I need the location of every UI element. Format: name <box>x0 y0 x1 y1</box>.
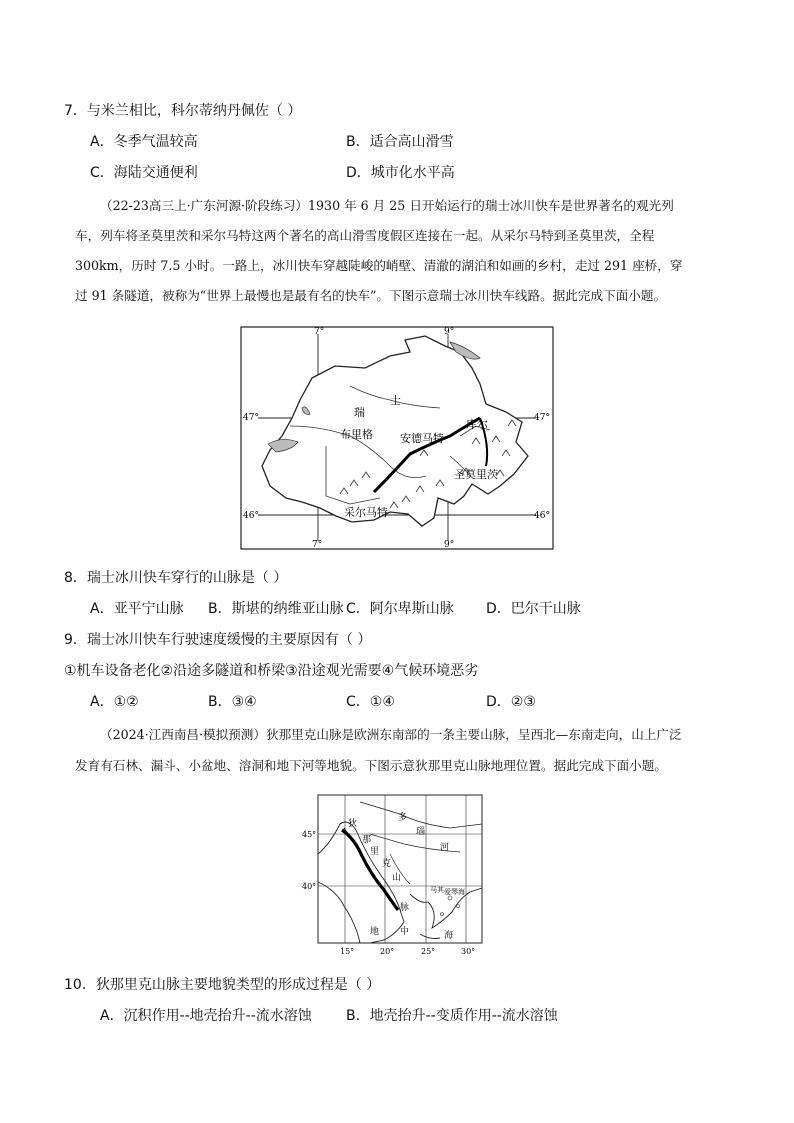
lon-9-bottom: 9° <box>444 540 455 550</box>
q8-option-d[interactable]: D．巴尔干山脉 <box>486 601 581 617</box>
lat-46-left: 46° <box>243 511 259 521</box>
lon-20: 20° <box>380 947 395 956</box>
passage1-line2: 车，列车将圣莫里茨和采尔马特这两个著名的高山滑雪度假区连接在一起。从采尔马特到圣莫里茨，全程 <box>75 228 655 243</box>
label-hai: 海 <box>444 931 454 941</box>
q9-option-b[interactable]: B．③④ <box>208 694 257 710</box>
lon-7-top: 7° <box>314 327 325 337</box>
q7-option-a[interactable]: A．冬季气温较高 <box>90 134 198 150</box>
q7-option-b[interactable]: B．适合高山滑雪 <box>346 134 454 150</box>
label-chur: 库尔 <box>466 418 488 431</box>
label-andermatt: 安德马特 <box>400 432 444 445</box>
label-duo: 多 <box>398 813 408 823</box>
label-di: 狄 <box>348 819 358 829</box>
lat-47-right: 47° <box>534 413 550 423</box>
q9-items: ①机车设备老化②沿途多隧道和桥梁③沿途观光需要④气候环境恶劣 <box>64 663 479 679</box>
label-zermatt: 采尔马特 <box>344 506 388 519</box>
label-ke: 克 <box>382 859 392 869</box>
label-shan: 山 <box>392 873 402 883</box>
q9-option-a[interactable]: A．①② <box>90 694 139 710</box>
q8-option-a[interactable]: A．亚平宁山脉 <box>90 601 184 617</box>
q10-option-a[interactable]: A．沉积作用--地壳抬升--流水溶蚀 <box>100 1008 312 1024</box>
q9-option-d[interactable]: D．②③ <box>486 694 536 710</box>
q8-option-b[interactable]: B．斯堪的纳维亚山脉 <box>208 601 344 617</box>
lon-25: 25° <box>421 947 436 956</box>
dinaric-map <box>300 794 488 958</box>
label-rui: 瑞 <box>354 406 365 419</box>
label-shi: 士 <box>390 394 401 407</box>
q9-stem: 9．瑞士冰川快车行驶速度缓慢的主要原因有（ ） <box>64 632 372 648</box>
lat-45: 45° <box>302 830 317 839</box>
q8-option-c[interactable]: C．阿尔卑斯山脉 <box>346 601 454 617</box>
q9-option-c[interactable]: C．①④ <box>346 694 395 710</box>
label-zhong: 中 <box>400 927 410 937</box>
lon-15: 15° <box>340 947 355 956</box>
q7-option-c[interactable]: C．海陆交通便利 <box>90 165 198 181</box>
lon-7-bottom: 7° <box>312 540 323 550</box>
passage1-line1: （22-23高三上·广东河源·阶段练习）1930 年 6 月 25 日开始运行的瑞士冰川快车是世界著名的观光列 <box>100 198 674 213</box>
label-na: 那 <box>362 835 372 845</box>
passage1-line4: 过 91 条隧道，被称为“世界上最慢也是最有名的快车”。下图示意瑞士冰川快车线路。据此完成下面小题。 <box>75 288 667 303</box>
switzerland-map <box>240 326 554 550</box>
q10-option-b[interactable]: B．地壳抬升--变质作用--流水溶蚀 <box>346 1008 558 1024</box>
label-di2: 地 <box>370 927 380 937</box>
label-sea-small: 马其 <box>430 886 444 894</box>
lat-47-left: 47° <box>243 413 259 423</box>
label-he: 河 <box>440 843 450 853</box>
label-stmoritz: 圣莫里茨 <box>454 468 498 481</box>
lon-30: 30° <box>461 947 476 956</box>
lon-9-top: 9° <box>444 327 455 337</box>
q7-option-d[interactable]: D．城市化水平高 <box>346 165 455 181</box>
passage2-line2: 发育有石林、漏斗、小盆地、溶洞和地下河等地貌。下图示意狄那里克山脉地理位置。据此完成下面小题。 <box>75 758 667 773</box>
label-brig: 布里格 <box>340 428 373 441</box>
passage1-line3: 300km，历时 7.5 小时。一路上，冰川快车穿越陡峻的峭壁、清澈的湖泊和如画的乡村，走过 291 座桥，穿 <box>75 258 683 273</box>
q7-stem: 7．与米兰相比，科尔蒂纳丹佩佐（ ） <box>64 103 302 119</box>
label-li: 里 <box>370 847 380 857</box>
lat-46-right: 46° <box>534 511 550 521</box>
lat-40: 40° <box>302 882 317 891</box>
label-nao: 瑙 <box>416 827 426 837</box>
label-sea: 爱琴海 <box>444 888 465 896</box>
q10-stem: 10．狄那里克山脉主要地貌类型的形成过程是（ ） <box>64 977 381 993</box>
q8-stem: 8．瑞士冰川快车穿行的山脉是（ ） <box>64 570 288 586</box>
label-mai: 脉 <box>400 903 410 913</box>
passage2-line1: （2024·江西南昌·模拟预测）狄那里克山脉是欧洲东南部的一条主要山脉，呈西北—东南走向，山上广泛 <box>100 727 682 742</box>
